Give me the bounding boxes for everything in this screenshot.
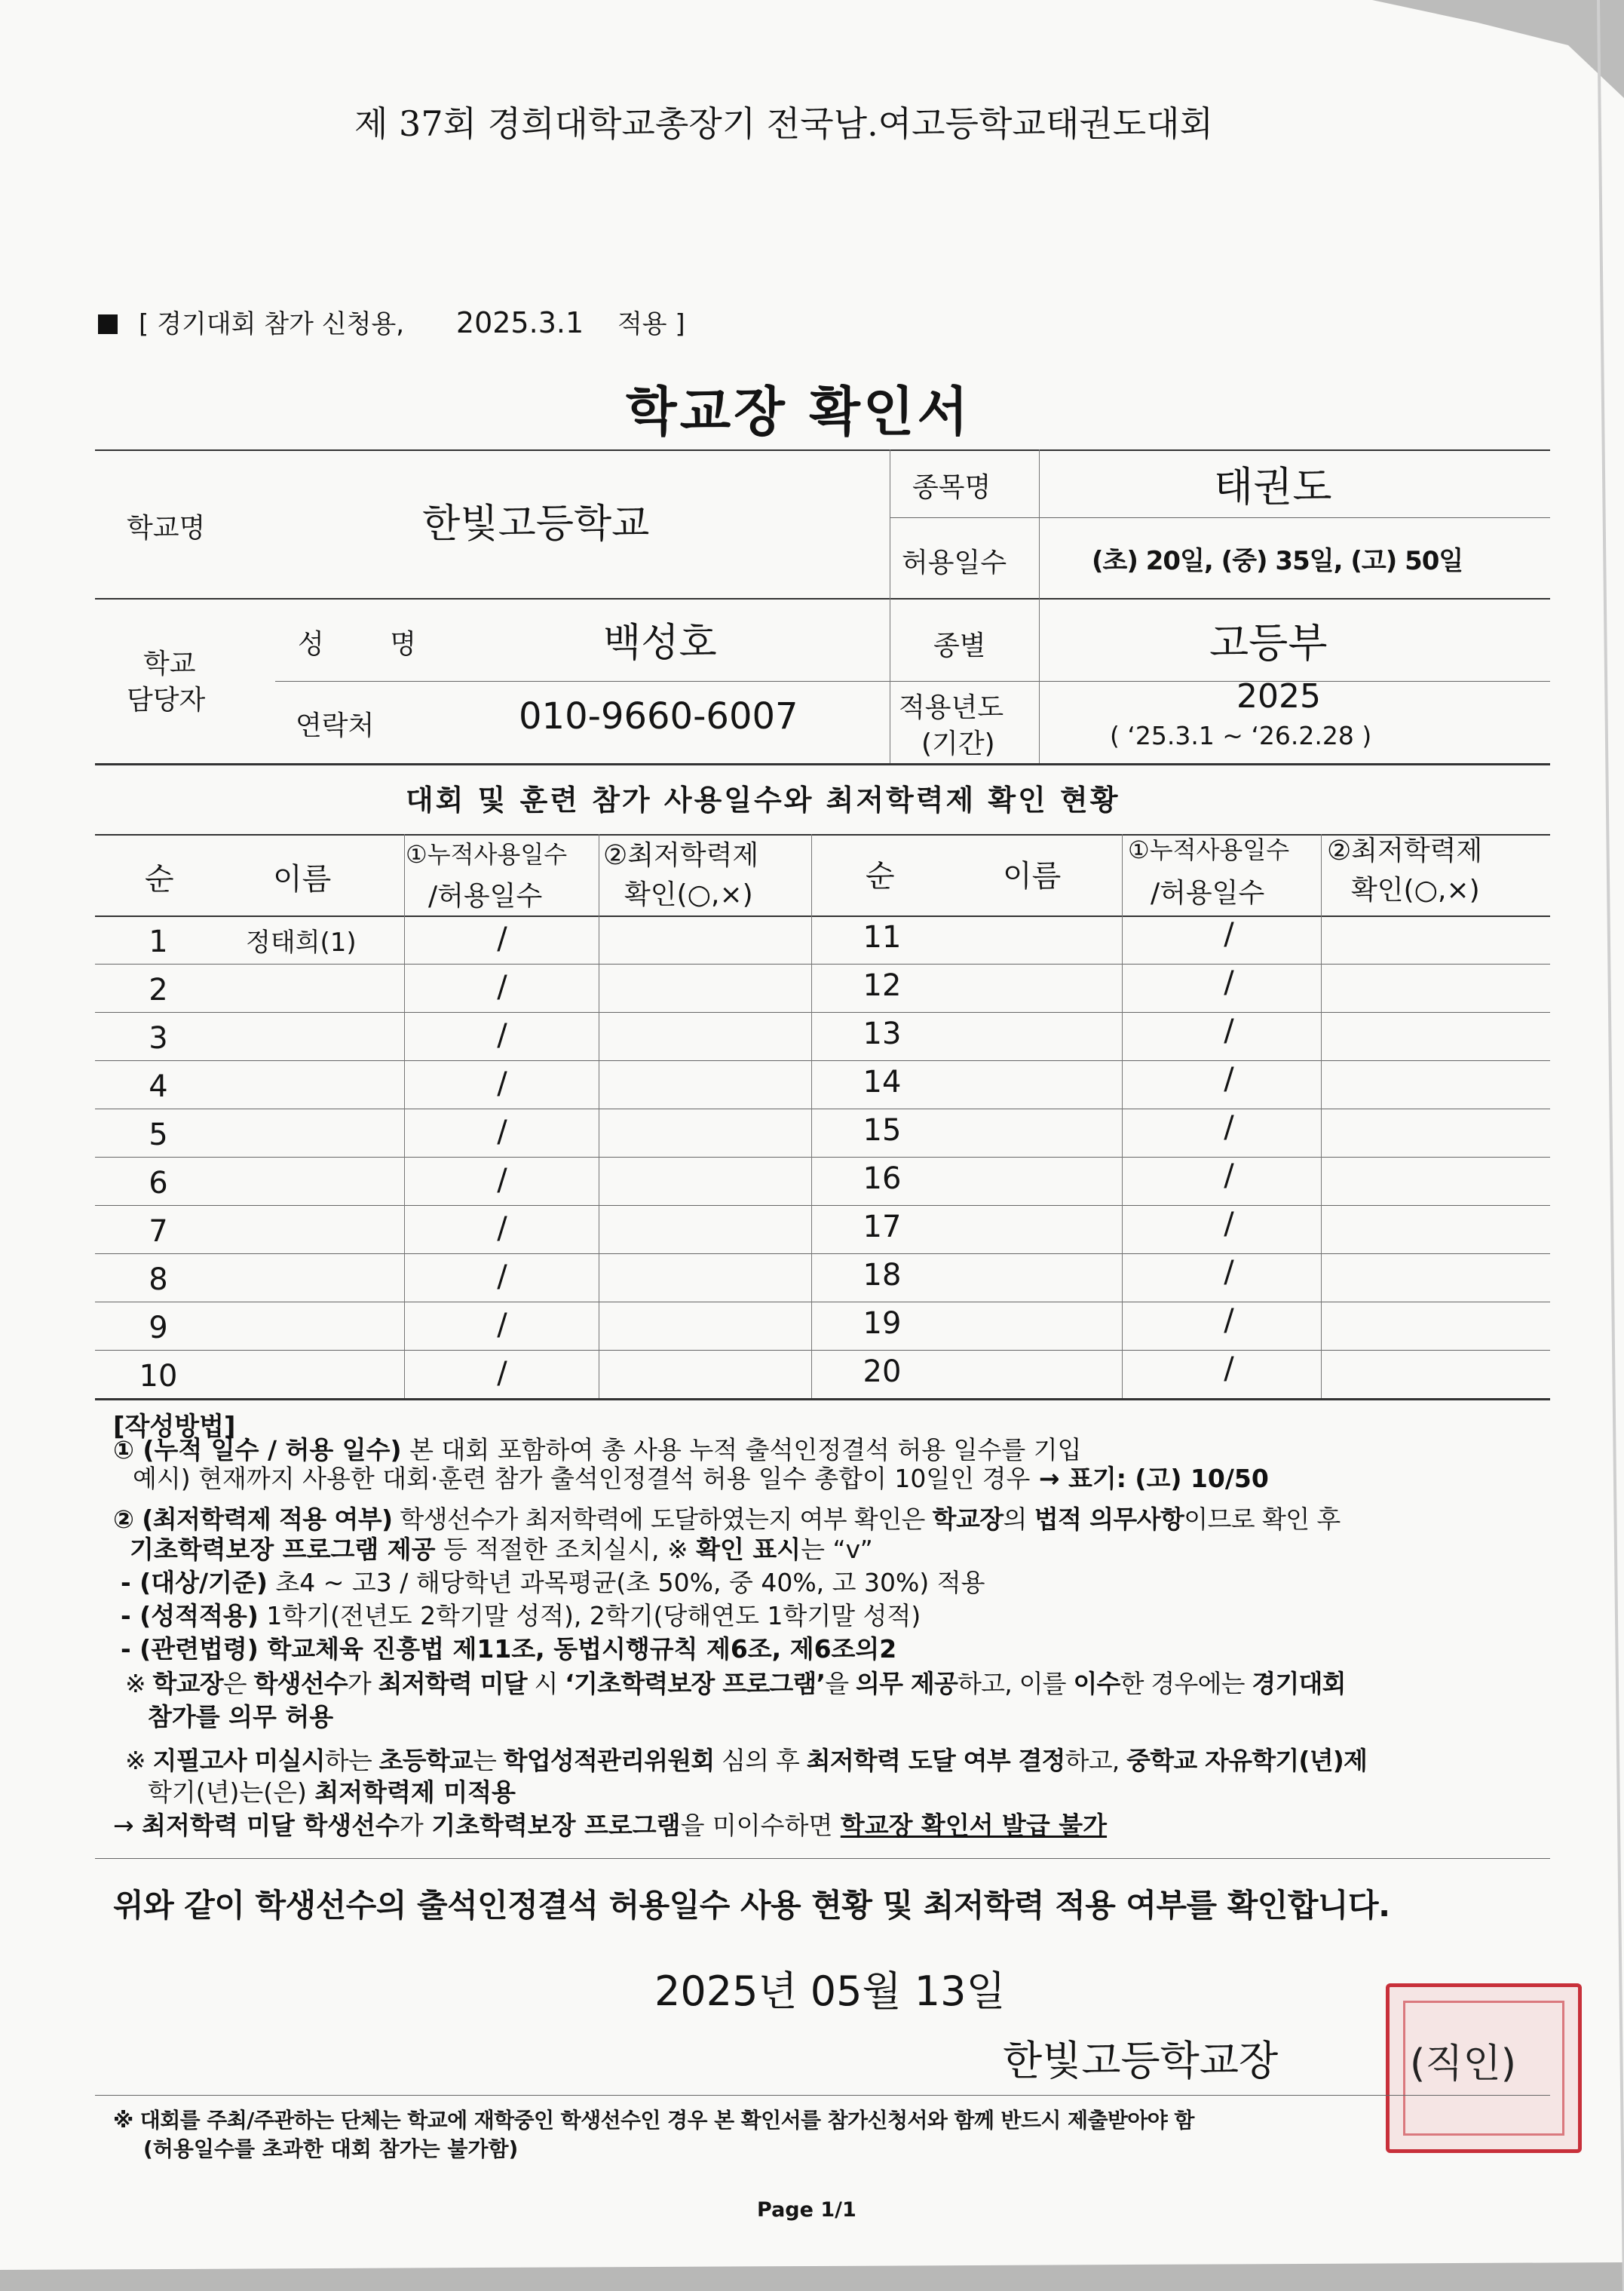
row-days: / (497, 1308, 507, 1342)
row-days: / (1224, 917, 1234, 952)
method-line-1: ① (누적 일수 / 허용 일수) 본 대회 포함하여 총 사용 누적 출석인정결석 허용 일수를 기입 (113, 1435, 1082, 1464)
event-value: 태권도 (1214, 463, 1332, 511)
method-heading: [작성방법] (113, 1412, 236, 1442)
seal-label: (직인) (1410, 2041, 1517, 2087)
method-line-6: - (성적적용) 1학기(전년도 2학기말 성적), 2학기(당해연도 1학기말 성적) (121, 1601, 921, 1630)
row-number: 16 (863, 1161, 902, 1196)
header-check-right-1: ②최저학력제 (1327, 836, 1483, 866)
row-days: / (1224, 1158, 1234, 1193)
footer-note-2: (허용일수를 초과한 대회 참가는 불가함) (143, 2136, 519, 2161)
header-check-left-1: ②최저학력제 (603, 840, 759, 871)
year-label-2: (기간) (921, 728, 995, 759)
division-value: 고등부 (1209, 619, 1328, 667)
manager-label-1: 학교 (143, 649, 196, 679)
period-value: ( ‘25.3.1 ~ ‘26.2.28 ) (1110, 721, 1372, 750)
row-days: / (1224, 965, 1234, 1000)
header-days-left-1: ①누적사용일수 (406, 840, 568, 869)
row-days: / (497, 1259, 507, 1294)
form-note (98, 303, 685, 340)
row-days: / (497, 1163, 507, 1198)
confirmation-statement: 위와 같이 학생선수의 출석인정결석 허용일수 사용 현황 및 최저학력 적용 여부를 확인합니다. (113, 1887, 1390, 1924)
row-days: / (497, 1115, 507, 1149)
division-label: 종별 (933, 630, 986, 661)
row-number: 4 (149, 1069, 168, 1104)
method-line-7: - (관련법령) 학교체육 진흥법 제11조, 동법시행규칙 제6조, 제6조의2 (121, 1634, 897, 1664)
row-number: 17 (863, 1210, 902, 1244)
contact-value: 010-9660-6007 (519, 695, 798, 738)
name-label: 성 명 (298, 629, 445, 660)
row-number: 9 (149, 1311, 168, 1345)
event-label: 종목명 (912, 472, 991, 503)
school-name: 한빛고등학교 (422, 501, 650, 547)
form-note-open: [ 경기대회 참가 신청용, (139, 309, 405, 339)
row-days: / (1224, 1207, 1234, 1241)
confirmation-date: 2025년 05월 13일 (654, 1967, 1006, 2015)
method-line-4: 기초학력보장 프로그램 제공 등 적절한 조치실시, ※ 확인 표시는 “v” (130, 1535, 873, 1564)
row-days: / (497, 1211, 507, 1246)
page-number: Page 1/1 (757, 2198, 856, 2222)
square-bullet-icon (98, 314, 118, 334)
contact-label: 연락처 (296, 710, 375, 741)
row-number: 6 (149, 1166, 168, 1201)
row-days: / (1224, 1303, 1234, 1338)
row-number: 1 (149, 925, 168, 959)
manager-name: 백성호 (603, 621, 717, 666)
method-line-3: ② (최저학력제 적용 여부) 학생선수가 최저학력에 도달하였는지 여부 확인은 학교장의 법적 의무사항이므로 확인 후 (113, 1504, 1341, 1534)
row-number: 10 (139, 1359, 178, 1394)
status-table-title: 대회 및 훈련 참가 사용일수와 최저학력제 확인 현황 (406, 784, 1120, 817)
competition-title: 제 37회 경희대학교총장기 전국남.여고등학교태권도대회 (354, 103, 1214, 144)
header-days-right-1: ①누적사용일수 (1128, 836, 1290, 864)
row-number: 5 (149, 1118, 168, 1152)
row-number: 15 (863, 1113, 902, 1148)
principal-title: 한빛고등학교장 (1003, 2037, 1279, 2084)
row-number: 11 (863, 920, 902, 955)
header-days-left-2: /허용일수 (428, 881, 543, 912)
form-note-close: 적용 ] (617, 309, 685, 339)
divider (95, 2095, 1550, 2096)
method-line-8: ※ 학교장은 학생선수가 최저학력 미달 시 ‘기초학력보장 프로그램’을 의무 제공하고, 이를 이수한 경우에는 경기대회 (125, 1669, 1346, 1698)
method-line-2: 예시) 현재까지 사용한 대회·훈련 참가 출석인정결석 허용 일수 총합이 10일인 경우 → 표기: (고) 10/50 (133, 1464, 1269, 1493)
method-line-9: 참가를 의무 허용 (148, 1702, 334, 1731)
year-value: 2025 (1236, 677, 1321, 716)
row-number: 8 (149, 1262, 168, 1297)
row-days: / (497, 1018, 507, 1053)
header-days-right-2: /허용일수 (1151, 878, 1265, 909)
row-days: / (1224, 1014, 1234, 1048)
header-check-left-2: 확인(○,×) (624, 879, 753, 910)
row-number: 3 (149, 1021, 168, 1056)
row-number: 2 (149, 973, 168, 1007)
header-seq-right: 순 (866, 859, 895, 894)
method-line-11: 학기(년)는(은) 최저학력제 미적용 (148, 1777, 516, 1807)
row-number: 7 (149, 1214, 168, 1249)
row-days: / (1224, 1255, 1234, 1290)
row-days: / (497, 1356, 507, 1391)
header-seq-left: 순 (145, 862, 174, 897)
row-days: / (1224, 1110, 1234, 1145)
days-label: 허용일수 (902, 547, 1007, 578)
row-days: / (497, 1066, 507, 1101)
method-line-5: - (대상/기준) 초4 ~ 고3 / 해당학년 과목평균(초 50%, 중 40%, 고 30%) 적용 (121, 1568, 985, 1597)
row-number: 12 (863, 968, 902, 1003)
document-title: 학교장 확인서 (626, 381, 972, 443)
school-label: 학교명 (127, 513, 206, 544)
days-value: (초) 20일, (중) 35일, (고) 50일 (1092, 546, 1463, 576)
row-days: / (1224, 1062, 1234, 1096)
footer-note-1: ※ 대회를 주최/주관하는 단체는 학교에 재학중인 학생선수인 경우 본 확인서를 참가신청서와 함께 반드시 제출받아야 함 (113, 2108, 1194, 2133)
row-number: 14 (863, 1065, 902, 1099)
manager-label-2: 담당자 (127, 685, 206, 716)
header-name-left: 이름 (273, 862, 332, 897)
header-name-right: 이름 (1003, 859, 1062, 894)
year-label-1: 적용년도 (899, 692, 1004, 723)
row-number: 20 (863, 1354, 902, 1389)
method-line-12: → 최저학력 미달 학생선수가 기초학력보장 프로그램을 미이수하면 학교장 확인서 발급 불가 (113, 1811, 1108, 1840)
row-number: 13 (863, 1017, 902, 1051)
row-athlete-name: 정태희(1) (246, 928, 357, 958)
header-check-right-2: 확인(○,×) (1351, 875, 1480, 906)
row-days: / (1224, 1351, 1234, 1386)
row-days: / (497, 922, 507, 956)
method-line-10: ※ 지필고사 미실시하는 초등학교는 학업성적관리위원회 심의 후 최저학력 도달 여부 결정하고, 중학교 자유학기(년)제 (125, 1746, 1368, 1775)
row-days: / (497, 970, 507, 1004)
row-number: 19 (863, 1306, 902, 1341)
divider (95, 1858, 1550, 1859)
row-number: 18 (863, 1258, 902, 1293)
form-note-date: 2025.3.1 (455, 306, 584, 339)
